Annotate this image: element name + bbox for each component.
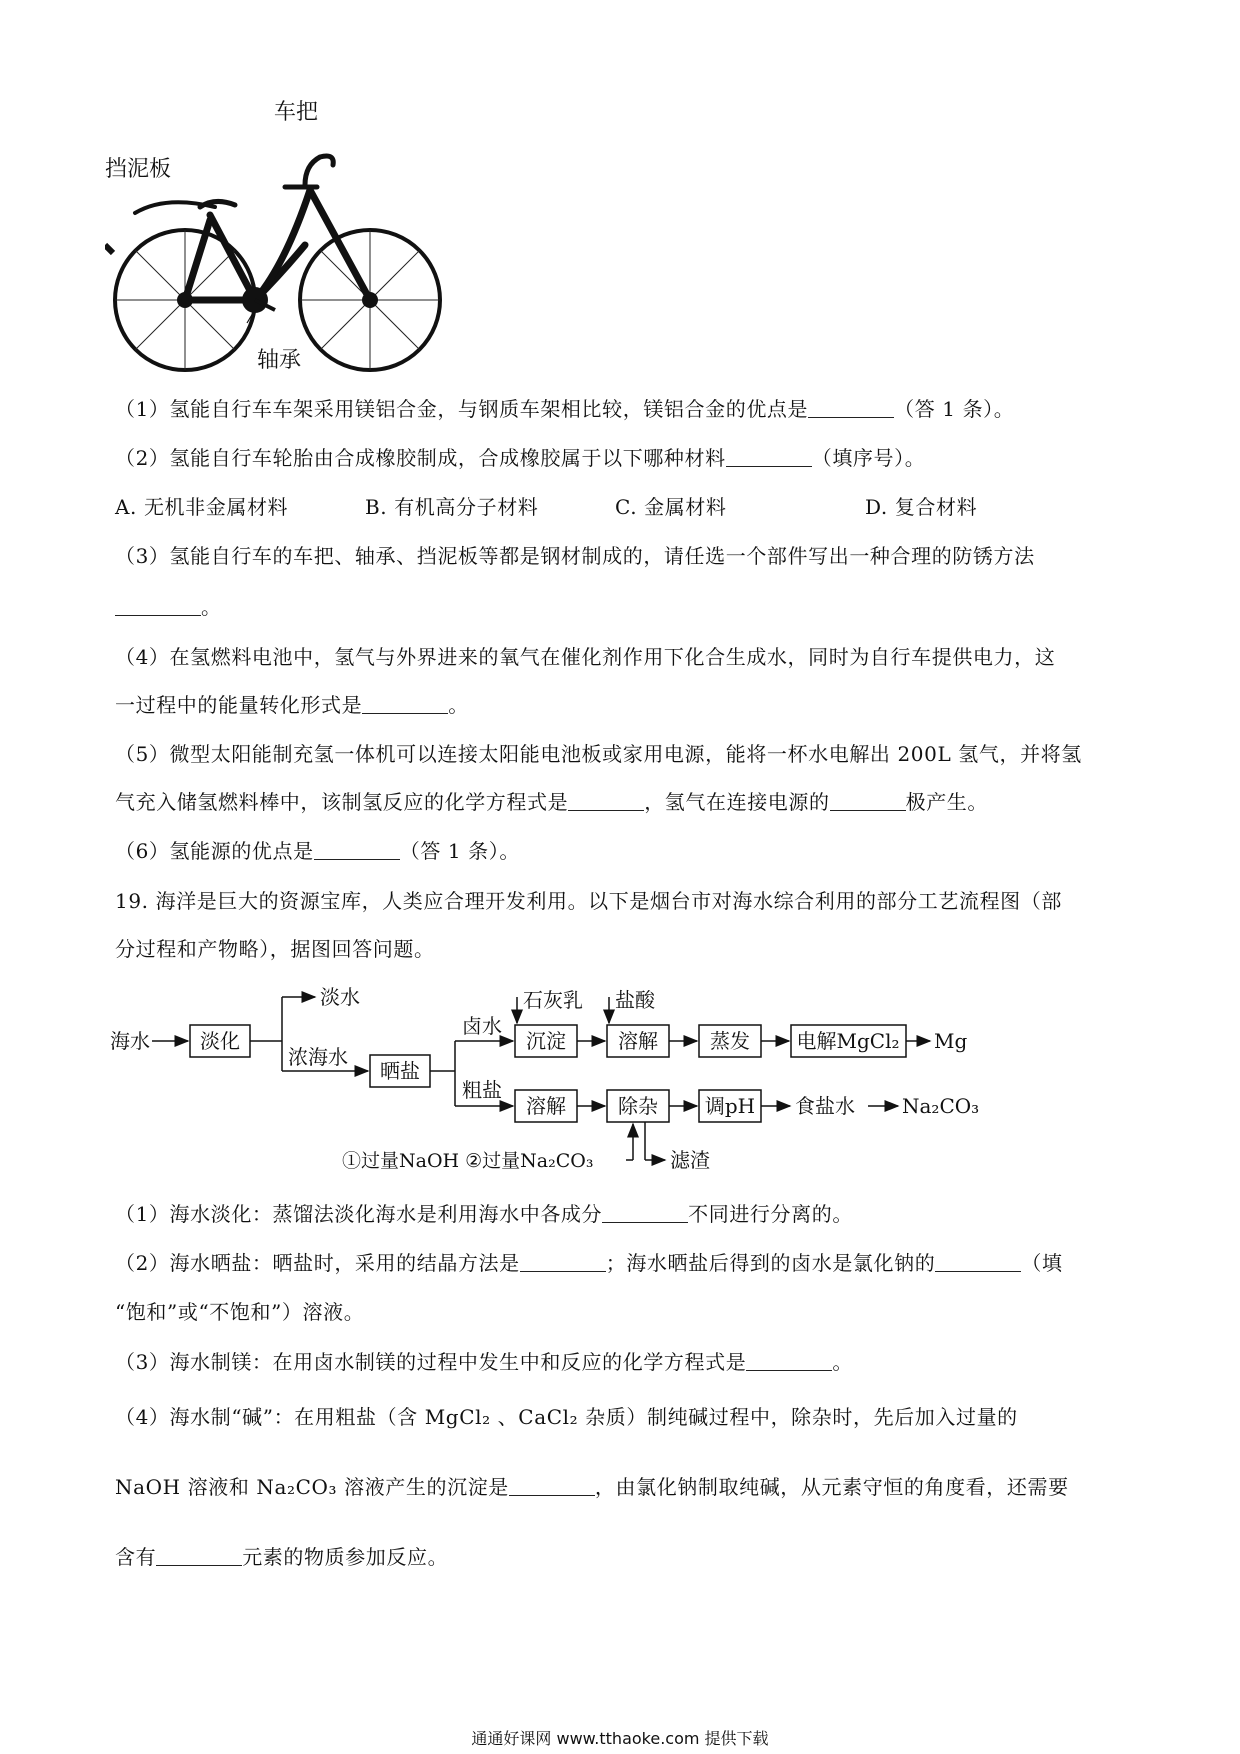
q19-part4: （4）海水制“碱”：在用粗盐（含 MgCl₂ 、CaCl₂ 杂质）制纯碱过程中，除杂时，先后加入过量的 (115, 1405, 1018, 1429)
q18-options (115, 495, 1115, 519)
q18-part6: （6）氢能源的优点是 （答 1 条）。 (115, 839, 520, 863)
answer-blank[interactable] (509, 1477, 595, 1496)
flow-diagram (110, 985, 990, 1175)
flow-seawater: 海水 (110, 1029, 150, 1053)
answer-blank[interactable] (362, 695, 448, 714)
q18-part4-line2: 一过程中的能量转化形式是 。 (115, 693, 469, 717)
flow-concentrated: 浓海水 (288, 1045, 348, 1069)
flow-precipitate: 沉淀 (526, 1029, 566, 1053)
answer-blank[interactable] (156, 1547, 242, 1566)
answer-blank[interactable] (568, 792, 644, 811)
flow-na2co3: Na₂CO₃ (902, 1094, 980, 1118)
option-a: A. 无机非金属材料 (115, 495, 289, 519)
q19-part4-line2: NaOH 溶液和 Na₂CO₃ 溶液产生的沉淀是 ，由氯化钠制取纯碱，从元素守恒的角度看，还需要 (115, 1475, 1069, 1499)
answer-blank[interactable] (602, 1204, 688, 1223)
answer-blank[interactable] (520, 1253, 606, 1272)
q18-part5-line2: 气充入储氢燃料棒中，该制氢反应的化学方程式是 ，氢气在连接电源的 极产生。 (115, 790, 989, 814)
q18-part3-answer: 。 (115, 595, 222, 619)
flow-brine-salt: 食盐水 (795, 1094, 855, 1118)
process-flow (110, 985, 990, 1175)
option-c: C. 金属材料 (615, 495, 727, 519)
flow-reagents: ①过量NaOH ②过量Na₂CO₃ (342, 1150, 594, 1172)
flow-hcl: 盐酸 (615, 988, 655, 1012)
flow-brine: 卤水 (462, 1014, 502, 1038)
option-d: D. 复合材料 (865, 495, 978, 519)
flow-crude-salt: 粗盐 (462, 1078, 502, 1102)
q19-part2-line2: “饱和”或“不饱和”）溶液。 (115, 1300, 365, 1324)
q18-part5: （5）微型太阳能制充氢一体机可以连接太阳能电池板或家用电源，能将一杯水电解出 200L 氢气，并将氢 (115, 742, 1082, 766)
flow-lime-milk: 石灰乳 (523, 988, 583, 1012)
answer-blank[interactable] (726, 448, 812, 467)
page-footer: 通通好课网 www.tthaoke.com 提供下载 (471, 1729, 769, 1748)
q18-part1: （1）氢能自行车车架采用镁铝合金，与钢质车架相比较，镁铝合金的优点是 （答 1 条）。 (115, 397, 1015, 421)
q19-part4-line3: 含有 元素的物质参加反应。 (115, 1545, 449, 1569)
q19-part3: （3）海水制镁：在用卤水制镁的过程中发生中和反应的化学方程式是 。 (115, 1350, 853, 1374)
q19-intro-line2: 分过程和产物略），据图回答问题。 (115, 937, 435, 961)
flow-adjust-ph: 调pH (704, 1094, 756, 1118)
flow-desalinate: 淡化 (200, 1029, 240, 1053)
flow-fresh-water: 淡水 (320, 985, 360, 1009)
answer-blank[interactable] (746, 1352, 832, 1371)
q19-part2: （2）海水晒盐：晒盐时，采用的结晶方法是 ；海水晒盐后得到的卤水是氯化钠的 （填 (115, 1251, 1063, 1275)
flow-evaporate: 蒸发 (710, 1029, 750, 1053)
bicycle-illustration (105, 95, 465, 375)
answer-blank[interactable] (808, 399, 894, 418)
q19-intro: 19. 海洋是巨大的资源宝库，人类应合理开发利用。以下是烟台市对海水综合利用的部分工艺流程图（部 (115, 889, 1062, 913)
answer-blank[interactable] (314, 841, 400, 860)
answer-blank[interactable] (115, 597, 201, 616)
option-b: B. 有机高分子材料 (365, 495, 539, 519)
flow-electrolysis: 电解MgCl₂ (796, 1029, 900, 1053)
flow-residue: 滤渣 (670, 1148, 710, 1172)
q18-part4: （4）在氢燃料电池中，氢气与外界进来的氧气在催化剂作用下化合生成水，同时为自行车提供电力，这 (115, 645, 1056, 669)
flow-mg: Mg (934, 1029, 968, 1053)
answer-blank[interactable] (935, 1253, 1021, 1272)
bicycle-figure (105, 95, 465, 375)
flow-dissolve1: 溶解 (618, 1029, 658, 1053)
answer-blank[interactable] (830, 792, 906, 811)
flow-sun-salt: 晒盐 (380, 1059, 420, 1083)
q18-part3: （3）氢能自行车的车把、轴承、挡泥板等都是钢材制成的，请任选一个部件写出一种合理的防锈方法 (115, 544, 1035, 568)
flow-remove-impurity: 除杂 (618, 1094, 658, 1118)
label-bearing: 轴承 (257, 348, 302, 373)
label-handlebar: 车把 (274, 100, 319, 125)
flow-dissolve2: 溶解 (526, 1094, 566, 1118)
label-fender: 挡泥板 (105, 157, 172, 182)
q19-part1: （1）海水淡化：蒸馏法淡化海水是利用海水中各成分 不同进行分离的。 (115, 1202, 853, 1226)
q18-part2: （2）氢能自行车轮胎由合成橡胶制成，合成橡胶属于以下哪种材料 （填序号）。 (115, 446, 926, 470)
